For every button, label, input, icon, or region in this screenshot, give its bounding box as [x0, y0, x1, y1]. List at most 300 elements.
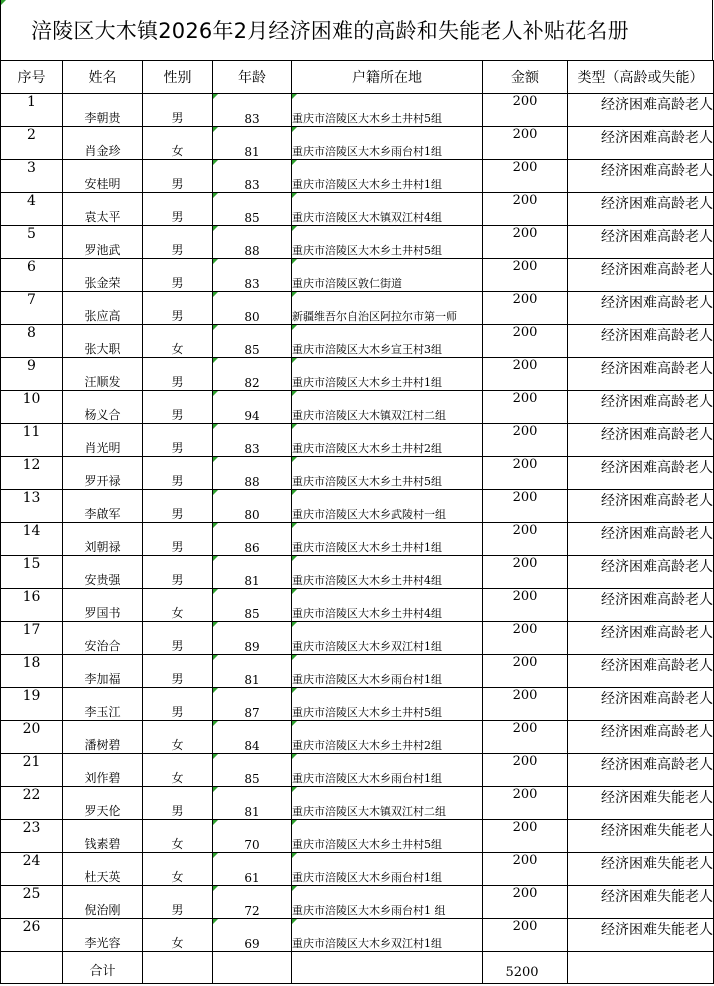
cell-name[interactable] — [63, 523, 143, 556]
cell-amount[interactable] — [483, 94, 568, 127]
cell-address[interactable] — [292, 94, 483, 127]
cell-amount-text: 200 — [512, 127, 538, 142]
cell-type[interactable] — [568, 259, 714, 292]
cell-name[interactable] — [63, 886, 143, 919]
cell-type[interactable] — [568, 820, 714, 853]
total-label[interactable]: 合计 — [63, 952, 143, 984]
cell-type[interactable] — [568, 94, 714, 127]
cell-no[interactable] — [1, 424, 63, 457]
cell-name[interactable] — [63, 622, 143, 655]
table-row — [1, 919, 714, 952]
cell-name-text: 李朝贵 — [84, 111, 121, 125]
cell-address[interactable] — [292, 853, 483, 886]
cell-type-text: 经济困难高龄老人 — [601, 460, 713, 476]
cell-type-text: 经济困难失能老人 — [601, 889, 713, 905]
cell-address[interactable] — [292, 754, 483, 787]
cell-amount-text: 200 — [512, 391, 538, 406]
table-row — [1, 589, 714, 622]
cell-amount-text: 200 — [512, 523, 538, 538]
cell-gender[interactable] — [143, 721, 213, 754]
cell-address-text: 重庆市涪陵区大木乡土井村5组 — [292, 112, 442, 125]
total-cell-type[interactable] — [568, 952, 714, 984]
cell-address-text: 重庆市涪陵区敦仁街道 — [292, 277, 402, 290]
cell-marker-icon — [213, 358, 218, 363]
table-row — [1, 193, 714, 226]
cell-age[interactable] — [213, 523, 292, 556]
cell-no-text: 15 — [22, 556, 41, 572]
cell-no-text: 13 — [22, 490, 41, 506]
cell-amount[interactable] — [483, 457, 568, 490]
cell-type[interactable] — [568, 622, 714, 655]
cell-amount[interactable] — [483, 622, 568, 655]
cell-address[interactable] — [292, 391, 483, 424]
cell-name[interactable] — [63, 919, 143, 952]
cell-no[interactable] — [1, 457, 63, 490]
cell-amount[interactable] — [483, 523, 568, 556]
cell-address-text: 重庆市涪陵区大木乡武陵村一组 — [292, 508, 446, 521]
cell-gender-text: 男 — [171, 474, 184, 488]
cell-type[interactable] — [568, 886, 714, 919]
cell-name[interactable] — [63, 589, 143, 622]
header-amount[interactable]: 金额 — [483, 61, 568, 94]
cell-amount[interactable] — [483, 556, 568, 589]
cell-marker-icon — [292, 424, 297, 429]
cell-marker-icon — [1, 0, 6, 5]
cell-type[interactable] — [568, 325, 714, 358]
cell-amount-text: 200 — [512, 886, 538, 901]
cell-name[interactable] — [63, 820, 143, 853]
cell-type-text: 经济困难高龄老人 — [601, 328, 713, 344]
cell-no[interactable] — [1, 787, 63, 820]
cell-name[interactable] — [63, 358, 143, 391]
cell-age[interactable] — [213, 259, 292, 292]
cell-amount[interactable] — [483, 820, 568, 853]
cell-no[interactable] — [1, 325, 63, 358]
cell-name-text: 张金荣 — [84, 276, 121, 290]
cell-gender[interactable] — [143, 358, 213, 391]
cell-gender-text: 女 — [171, 771, 184, 785]
cell-name[interactable] — [63, 259, 143, 292]
cell-name-text: 张大职 — [84, 342, 121, 356]
cell-name[interactable] — [63, 160, 143, 193]
cell-name[interactable] — [63, 292, 143, 325]
cell-gender[interactable] — [143, 787, 213, 820]
cell-gender[interactable] — [143, 820, 213, 853]
cell-no-text: 26 — [22, 919, 41, 935]
cell-age[interactable] — [213, 688, 292, 721]
total-cell-gender[interactable] — [143, 952, 213, 984]
cell-gender-text: 男 — [171, 441, 184, 455]
cell-marker-icon — [213, 325, 218, 330]
cell-age[interactable] — [213, 556, 292, 589]
cell-amount-text: 200 — [512, 457, 538, 472]
cell-name-text: 刘朝禄 — [84, 540, 121, 554]
cell-marker-icon — [213, 919, 218, 924]
cell-gender[interactable] — [143, 589, 213, 622]
cell-amount-text: 200 — [512, 358, 538, 373]
cell-amount[interactable] — [483, 490, 568, 523]
cell-address[interactable] — [292, 160, 483, 193]
cell-name-text: 倪治刚 — [84, 903, 121, 917]
table-row — [1, 853, 714, 886]
cell-age[interactable] — [213, 853, 292, 886]
cell-age[interactable] — [213, 754, 292, 787]
cell-no[interactable] — [1, 127, 63, 160]
cell-address[interactable] — [292, 457, 483, 490]
cell-amount-text: 200 — [512, 94, 538, 109]
cell-age-text: 80 — [244, 310, 260, 324]
cell-gender-text: 男 — [171, 243, 184, 257]
cell-marker-icon — [213, 160, 218, 165]
cell-name[interactable] — [63, 787, 143, 820]
cell-type[interactable] — [568, 919, 714, 952]
cell-name[interactable] — [63, 127, 143, 160]
cell-name-text: 张应高 — [84, 309, 121, 323]
cell-address[interactable] — [292, 655, 483, 688]
cell-amount[interactable] — [483, 589, 568, 622]
cell-gender-text: 男 — [171, 375, 184, 389]
cell-no[interactable] — [1, 655, 63, 688]
cell-gender-text: 女 — [171, 738, 184, 752]
cell-age-text: 81 — [244, 574, 260, 588]
cell-no[interactable] — [1, 622, 63, 655]
cell-type[interactable] — [568, 226, 714, 259]
cell-type[interactable] — [568, 424, 714, 457]
cell-gender[interactable] — [143, 325, 213, 358]
cell-type-text: 经济困难高龄老人 — [601, 295, 713, 311]
cell-amount[interactable] — [483, 919, 568, 952]
cell-type[interactable] — [568, 787, 714, 820]
cell-name[interactable] — [63, 325, 143, 358]
page-title: 涪陵区大木镇2026年2月经济困难的高龄和失能老人补贴花名册 — [31, 19, 629, 43]
cell-type[interactable] — [568, 127, 714, 160]
cell-address[interactable] — [292, 226, 483, 259]
cell-gender-text: 男 — [171, 111, 184, 125]
cell-gender[interactable] — [143, 391, 213, 424]
cell-gender[interactable] — [143, 424, 213, 457]
total-cell-address[interactable] — [292, 952, 483, 984]
cell-gender[interactable] — [143, 886, 213, 919]
cell-type[interactable] — [568, 457, 714, 490]
cell-name[interactable] — [63, 457, 143, 490]
cell-address[interactable] — [292, 820, 483, 853]
cell-address-text: 重庆市涪陵区大木乡土井村5组 — [292, 475, 442, 488]
header-age[interactable]: 年龄 — [213, 61, 292, 94]
cell-amount[interactable] — [483, 391, 568, 424]
cell-gender[interactable] — [143, 94, 213, 127]
cell-gender[interactable] — [143, 457, 213, 490]
cell-type[interactable] — [568, 754, 714, 787]
cell-gender[interactable] — [143, 853, 213, 886]
cell-no[interactable] — [1, 160, 63, 193]
cell-age[interactable] — [213, 325, 292, 358]
cell-marker-icon — [213, 754, 218, 759]
cell-amount[interactable] — [483, 160, 568, 193]
cell-amount-text: 200 — [512, 787, 538, 802]
cell-no-text: 7 — [27, 292, 36, 308]
cell-address-text: 重庆市涪陵区大木乡土井村2组 — [292, 442, 442, 455]
cell-address[interactable] — [292, 688, 483, 721]
cell-amount[interactable] — [483, 787, 568, 820]
cell-type[interactable] — [568, 556, 714, 589]
cell-no[interactable] — [1, 523, 63, 556]
cell-amount-text: 200 — [512, 688, 538, 703]
cell-address-text: 重庆市涪陵区大木乡土井村1组 — [292, 178, 442, 191]
cell-no[interactable] — [1, 820, 63, 853]
cell-name-text: 罗国书 — [84, 606, 121, 620]
cell-age[interactable] — [213, 886, 292, 919]
cell-age-text: 70 — [244, 838, 260, 852]
cell-no[interactable] — [1, 391, 63, 424]
cell-gender-text: 男 — [171, 177, 184, 191]
subsidy-roster-table — [0, 60, 714, 984]
cell-amount[interactable] — [483, 424, 568, 457]
cell-age[interactable] — [213, 589, 292, 622]
cell-marker-icon — [213, 391, 218, 396]
cell-age-text: 82 — [244, 376, 260, 390]
cell-name-text: 李加福 — [84, 672, 121, 686]
cell-amount[interactable] — [483, 655, 568, 688]
cell-address[interactable] — [292, 292, 483, 325]
cell-age-text: 81 — [244, 673, 260, 687]
cell-amount[interactable] — [483, 226, 568, 259]
cell-name[interactable] — [63, 391, 143, 424]
cell-name-text: 李玉江 — [84, 705, 121, 719]
cell-type[interactable] — [568, 160, 714, 193]
cell-address[interactable] — [292, 424, 483, 457]
cell-address[interactable] — [292, 523, 483, 556]
header-type[interactable]: 类型（高龄或失能） — [568, 61, 714, 94]
cell-type[interactable] — [568, 721, 714, 754]
cell-type[interactable] — [568, 655, 714, 688]
cell-age-text: 87 — [244, 706, 260, 720]
cell-gender[interactable] — [143, 655, 213, 688]
cell-marker-icon — [213, 292, 218, 297]
cell-no[interactable] — [1, 919, 63, 952]
cell-amount[interactable] — [483, 292, 568, 325]
cell-no[interactable] — [1, 589, 63, 622]
cell-marker-icon — [292, 358, 297, 363]
cell-gender[interactable] — [143, 556, 213, 589]
cell-marker-icon — [292, 886, 297, 891]
cell-address[interactable] — [292, 490, 483, 523]
cell-name-text: 杜天英 — [84, 870, 121, 884]
cell-gender[interactable] — [143, 919, 213, 952]
cell-age[interactable] — [213, 919, 292, 952]
cell-no[interactable] — [1, 193, 63, 226]
cell-age[interactable] — [213, 424, 292, 457]
cell-age[interactable] — [213, 787, 292, 820]
cell-type[interactable] — [568, 523, 714, 556]
cell-type[interactable] — [568, 589, 714, 622]
header-gender[interactable]: 性别 — [143, 61, 213, 94]
header-name[interactable]: 姓名 — [63, 61, 143, 94]
cell-age[interactable] — [213, 820, 292, 853]
cell-no[interactable] — [1, 886, 63, 919]
cell-name[interactable] — [63, 424, 143, 457]
cell-address-text: 重庆市涪陵区大木乡土井村5组 — [292, 838, 442, 851]
cell-name[interactable] — [63, 721, 143, 754]
cell-gender[interactable] — [143, 523, 213, 556]
cell-type-text: 经济困难高龄老人 — [601, 757, 713, 773]
cell-amount[interactable] — [483, 721, 568, 754]
cell-no-text: 14 — [22, 523, 41, 539]
cell-gender-text: 女 — [171, 606, 184, 620]
cell-age[interactable] — [213, 655, 292, 688]
cell-age[interactable] — [213, 721, 292, 754]
total-row — [1, 952, 714, 984]
cell-marker-icon — [213, 787, 218, 792]
cell-type[interactable] — [568, 853, 714, 886]
cell-age[interactable] — [213, 622, 292, 655]
cell-no[interactable] — [1, 292, 63, 325]
cell-address[interactable] — [292, 919, 483, 952]
cell-marker-icon — [292, 325, 297, 330]
cell-marker-icon — [292, 820, 297, 825]
cell-name[interactable] — [63, 688, 143, 721]
cell-gender[interactable] — [143, 292, 213, 325]
cell-amount-text: 200 — [512, 193, 538, 208]
cell-name-text: 钱素碧 — [84, 837, 121, 851]
cell-type-text: 经济困难高龄老人 — [601, 262, 713, 278]
cell-no-text: 2 — [27, 127, 36, 143]
cell-type[interactable] — [568, 391, 714, 424]
cell-gender-text: 男 — [171, 672, 184, 686]
cell-age[interactable] — [213, 457, 292, 490]
total-amount[interactable]: 5200 — [483, 952, 568, 984]
cell-amount-text: 200 — [512, 820, 538, 835]
cell-no-text: 3 — [27, 160, 36, 176]
cell-no[interactable] — [1, 259, 63, 292]
cell-gender[interactable] — [143, 193, 213, 226]
cell-address-text: 重庆市涪陵区大木乡土井村4组 — [292, 574, 442, 587]
cell-name[interactable] — [63, 94, 143, 127]
cell-address[interactable] — [292, 622, 483, 655]
cell-name[interactable] — [63, 754, 143, 787]
cell-amount[interactable] — [483, 127, 568, 160]
cell-no[interactable] — [1, 853, 63, 886]
cell-no[interactable] — [1, 358, 63, 391]
cell-type[interactable] — [568, 292, 714, 325]
cell-age[interactable] — [213, 193, 292, 226]
cell-gender-text: 男 — [171, 903, 184, 917]
cell-type[interactable] — [568, 193, 714, 226]
cell-age-text: 83 — [244, 112, 260, 126]
cell-amount-text: 200 — [512, 292, 538, 307]
cell-marker-icon — [213, 622, 218, 627]
cell-name[interactable] — [63, 655, 143, 688]
cell-age[interactable] — [213, 127, 292, 160]
cell-address[interactable] — [292, 589, 483, 622]
cell-name-text: 李光容 — [84, 936, 121, 950]
cell-type[interactable] — [568, 688, 714, 721]
header-address[interactable]: 户籍所在地 — [292, 61, 483, 94]
cell-amount[interactable] — [483, 754, 568, 787]
cell-gender-text: 女 — [171, 870, 184, 884]
cell-gender[interactable] — [143, 754, 213, 787]
cell-address[interactable] — [292, 886, 483, 919]
cell-age-text: 61 — [244, 871, 260, 885]
cell-name[interactable] — [63, 853, 143, 886]
cell-no[interactable] — [1, 721, 63, 754]
cell-address-text: 重庆市涪陵区大木乡土井村5组 — [292, 706, 442, 719]
cell-gender[interactable] — [143, 226, 213, 259]
cell-amount[interactable] — [483, 853, 568, 886]
cell-amount[interactable] — [483, 688, 568, 721]
cell-amount[interactable] — [483, 259, 568, 292]
cell-amount[interactable] — [483, 358, 568, 391]
cell-age-text: 88 — [244, 475, 260, 489]
cell-amount-text: 200 — [512, 424, 538, 439]
cell-age[interactable] — [213, 226, 292, 259]
cell-age[interactable] — [213, 94, 292, 127]
cell-address[interactable] — [292, 556, 483, 589]
cell-no[interactable] — [1, 94, 63, 127]
cell-gender[interactable] — [143, 259, 213, 292]
cell-name[interactable] — [63, 226, 143, 259]
cell-name[interactable] — [63, 193, 143, 226]
cell-address[interactable] — [292, 787, 483, 820]
total-cell-no[interactable] — [1, 952, 63, 984]
cell-amount[interactable] — [483, 886, 568, 919]
cell-gender[interactable] — [143, 688, 213, 721]
cell-address[interactable] — [292, 127, 483, 160]
cell-gender-text: 男 — [171, 276, 184, 290]
cell-amount[interactable] — [483, 193, 568, 226]
table-row — [1, 556, 714, 589]
cell-name[interactable] — [63, 490, 143, 523]
cell-address-text: 重庆市涪陵区大木乡土井村5组 — [292, 244, 442, 257]
cell-gender-text: 男 — [171, 210, 184, 224]
cell-address[interactable] — [292, 193, 483, 226]
cell-age[interactable] — [213, 391, 292, 424]
cell-gender[interactable] — [143, 127, 213, 160]
cell-age[interactable] — [213, 160, 292, 193]
cell-address[interactable] — [292, 325, 483, 358]
cell-address[interactable] — [292, 259, 483, 292]
cell-type-text: 经济困难高龄老人 — [601, 427, 713, 443]
cell-amount-text: 200 — [512, 919, 538, 934]
cell-age[interactable] — [213, 358, 292, 391]
cell-gender[interactable] — [143, 622, 213, 655]
cell-marker-icon — [292, 490, 297, 495]
cell-no[interactable] — [1, 688, 63, 721]
cell-age[interactable] — [213, 490, 292, 523]
cell-marker-icon — [213, 556, 218, 561]
cell-no[interactable] — [1, 754, 63, 787]
cell-name[interactable] — [63, 556, 143, 589]
cell-no[interactable] — [1, 556, 63, 589]
cell-type[interactable] — [568, 358, 714, 391]
cell-address[interactable] — [292, 358, 483, 391]
cell-no[interactable] — [1, 490, 63, 523]
header-no[interactable]: 序号 — [1, 61, 63, 94]
cell-no-text: 20 — [22, 721, 41, 737]
cell-amount[interactable] — [483, 325, 568, 358]
table-row — [1, 391, 714, 424]
cell-type[interactable] — [568, 490, 714, 523]
cell-name-text: 袁太平 — [84, 210, 121, 224]
total-cell-age[interactable] — [213, 952, 292, 984]
cell-age[interactable] — [213, 292, 292, 325]
cell-address[interactable] — [292, 721, 483, 754]
cell-gender[interactable] — [143, 490, 213, 523]
cell-marker-icon — [292, 919, 297, 924]
cell-marker-icon — [292, 160, 297, 165]
cell-no[interactable] — [1, 226, 63, 259]
cell-amount-text: 200 — [512, 490, 538, 505]
cell-gender[interactable] — [143, 160, 213, 193]
